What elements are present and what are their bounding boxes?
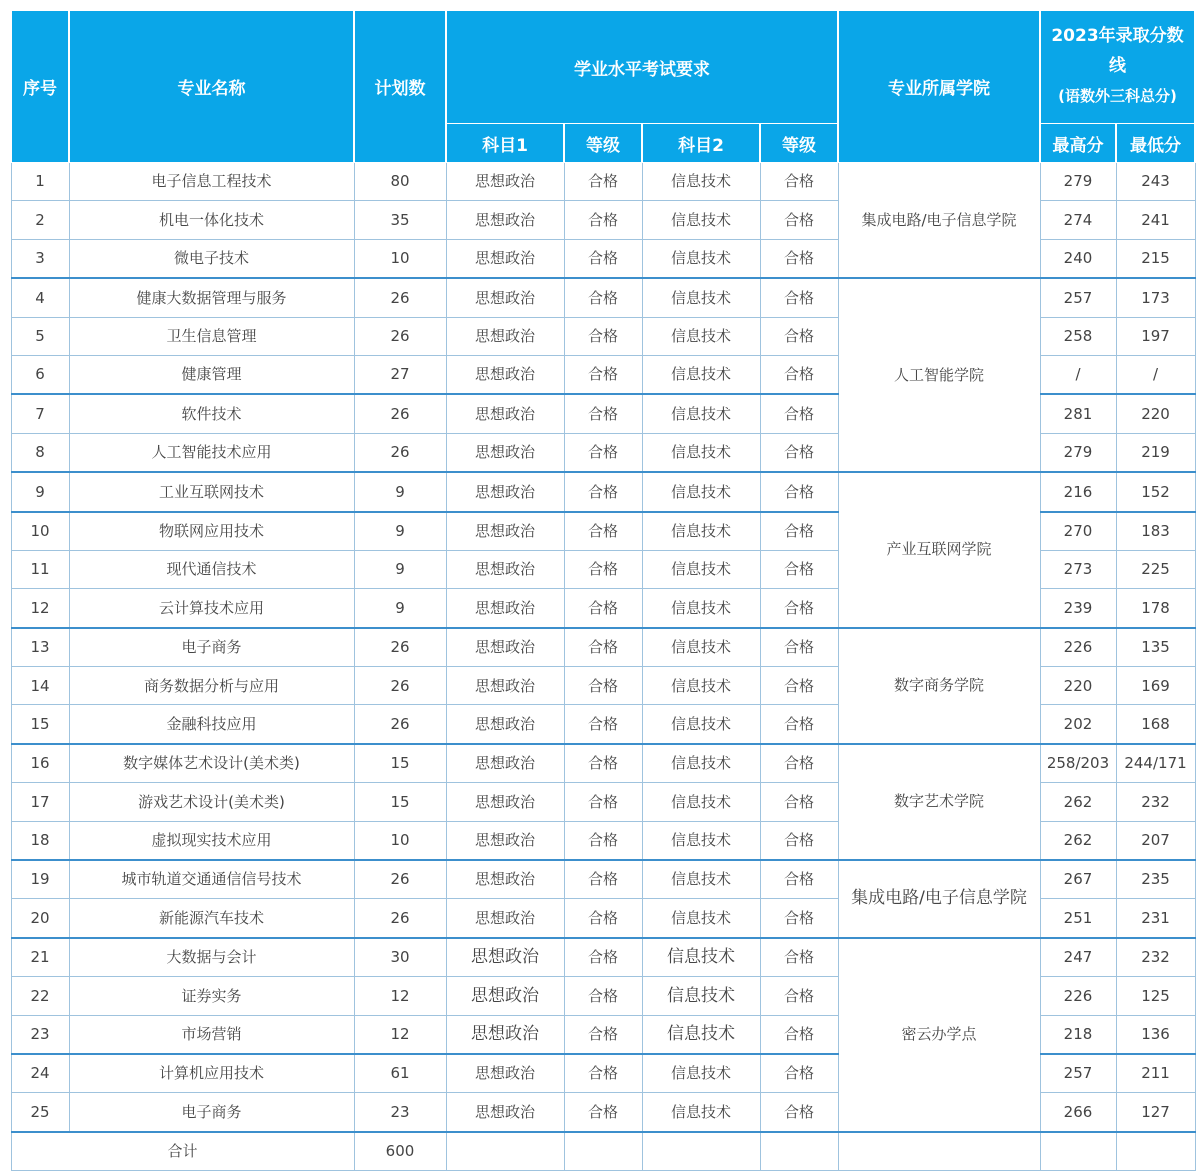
row-subject1: 思想政治	[446, 589, 564, 628]
row-subject2: 信息技术	[642, 472, 760, 511]
row-college: 人工智能学院	[838, 278, 1040, 472]
row-subject2: 信息技术	[642, 355, 760, 394]
row-min-score: 136	[1116, 1015, 1195, 1054]
row-max-score: 258	[1040, 317, 1116, 355]
row-major: 现代通信技术	[69, 550, 354, 588]
row-min-score: 235	[1116, 860, 1195, 899]
row-no: 17	[11, 783, 69, 821]
row-max-score: 202	[1040, 705, 1116, 744]
row-min-score: 243	[1116, 163, 1195, 201]
table-header	[11, 11, 1195, 163]
row-grade2: 合格	[760, 628, 838, 667]
row-max-score: 247	[1040, 938, 1116, 977]
row-grade2: 合格	[760, 163, 838, 201]
row-no: 23	[11, 1015, 69, 1054]
table-row	[11, 472, 1195, 511]
row-min-score: 244/171	[1116, 744, 1195, 783]
row-min-score: 169	[1116, 667, 1195, 705]
row-subject1: 思想政治	[446, 472, 564, 511]
row-subject2: 信息技术	[642, 938, 760, 977]
row-subject1: 思想政治	[446, 667, 564, 705]
row-subject1: 思想政治	[446, 783, 564, 821]
row-major: 金融科技应用	[69, 705, 354, 744]
row-grade1: 合格	[564, 317, 642, 355]
row-max-score: 262	[1040, 821, 1116, 860]
score-title-line1: 2023年录取分数	[1051, 26, 1184, 47]
row-grade1: 合格	[564, 628, 642, 667]
row-subject1: 思想政治	[446, 355, 564, 394]
row-min-score: 241	[1116, 201, 1195, 239]
row-max-score: 257	[1040, 278, 1116, 317]
row-plan: 12	[354, 977, 446, 1015]
row-subject2: 信息技术	[642, 1093, 760, 1132]
row-major: 游戏艺术设计(美术类)	[69, 783, 354, 821]
row-major: 云计算技术应用	[69, 589, 354, 628]
row-grade2: 合格	[760, 1093, 838, 1132]
row-plan: 35	[354, 201, 446, 239]
row-subject1: 思想政治	[446, 201, 564, 239]
row-plan: 12	[354, 1015, 446, 1054]
row-max-score: 279	[1040, 163, 1116, 201]
row-major: 卫生信息管理	[69, 317, 354, 355]
row-grade2: 合格	[760, 550, 838, 588]
row-major: 人工智能技术应用	[69, 433, 354, 472]
header-grade1: 等级	[564, 124, 642, 163]
row-grade2: 合格	[760, 821, 838, 860]
row-major: 电子商务	[69, 1093, 354, 1132]
row-subject1: 思想政治	[446, 550, 564, 588]
row-major: 大数据与会计	[69, 938, 354, 977]
row-grade2: 合格	[760, 783, 838, 821]
row-subject2: 信息技术	[642, 705, 760, 744]
row-grade1: 合格	[564, 667, 642, 705]
row-plan: 26	[354, 899, 446, 938]
row-subject2: 信息技术	[642, 512, 760, 551]
total-plan: 600	[354, 1132, 446, 1171]
table-row	[11, 163, 1195, 201]
row-subject2: 信息技术	[642, 783, 760, 821]
table-row	[11, 628, 1195, 667]
row-max-score: 226	[1040, 628, 1116, 667]
row-subject2: 信息技术	[642, 239, 760, 278]
row-major: 新能源汽车技术	[69, 899, 354, 938]
row-plan: 80	[354, 163, 446, 201]
row-major: 机电一体化技术	[69, 201, 354, 239]
row-min-score: 232	[1116, 783, 1195, 821]
row-grade2: 合格	[760, 433, 838, 472]
row-subject2: 信息技术	[642, 278, 760, 317]
row-plan: 15	[354, 744, 446, 783]
row-max-score: 216	[1040, 472, 1116, 511]
row-grade1: 合格	[564, 977, 642, 1015]
row-grade2: 合格	[760, 938, 838, 977]
row-min-score: 125	[1116, 977, 1195, 1015]
row-grade2: 合格	[760, 394, 838, 433]
header-max-score: 最高分	[1040, 124, 1116, 163]
score-title-line3: (语数外三科总分)	[1058, 86, 1177, 105]
row-grade1: 合格	[564, 239, 642, 278]
row-grade1: 合格	[564, 201, 642, 239]
row-major: 商务数据分析与应用	[69, 667, 354, 705]
row-min-score: 197	[1116, 317, 1195, 355]
row-major: 微电子技术	[69, 239, 354, 278]
row-subject1: 思想政治	[446, 938, 564, 977]
row-subject2: 信息技术	[642, 667, 760, 705]
row-max-score: 281	[1040, 394, 1116, 433]
row-grade1: 合格	[564, 1054, 642, 1093]
total-empty-cell	[760, 1132, 838, 1171]
row-subject2: 信息技术	[642, 1015, 760, 1054]
row-no: 20	[11, 899, 69, 938]
row-no: 18	[11, 821, 69, 860]
row-subject2: 信息技术	[642, 821, 760, 860]
row-major: 虚拟现实技术应用	[69, 821, 354, 860]
total-empty-cell	[1040, 1132, 1116, 1171]
row-plan: 15	[354, 783, 446, 821]
row-plan: 9	[354, 589, 446, 628]
row-subject2: 信息技术	[642, 628, 760, 667]
row-subject1: 思想政治	[446, 705, 564, 744]
row-plan: 61	[354, 1054, 446, 1093]
row-grade1: 合格	[564, 899, 642, 938]
row-major: 证券实务	[69, 977, 354, 1015]
row-no: 21	[11, 938, 69, 977]
row-subject2: 信息技术	[642, 744, 760, 783]
row-grade1: 合格	[564, 433, 642, 472]
row-plan: 10	[354, 239, 446, 278]
row-subject2: 信息技术	[642, 394, 760, 433]
header-min-score: 最低分	[1116, 124, 1195, 163]
row-max-score: 262	[1040, 783, 1116, 821]
row-plan: 27	[354, 355, 446, 394]
row-grade2: 合格	[760, 201, 838, 239]
row-subject1: 思想政治	[446, 1093, 564, 1132]
row-max-score: 258/203	[1040, 744, 1116, 783]
row-plan: 26	[354, 628, 446, 667]
row-min-score: 211	[1116, 1054, 1195, 1093]
row-subject1: 思想政治	[446, 512, 564, 551]
row-major: 城市轨道交通通信信号技术	[69, 860, 354, 899]
row-grade1: 合格	[564, 938, 642, 977]
row-plan: 26	[354, 278, 446, 317]
row-grade1: 合格	[564, 821, 642, 860]
row-grade1: 合格	[564, 550, 642, 588]
row-no: 9	[11, 472, 69, 511]
row-grade2: 合格	[760, 278, 838, 317]
row-plan: 26	[354, 667, 446, 705]
row-grade1: 合格	[564, 1015, 642, 1054]
row-subject1: 思想政治	[446, 394, 564, 433]
row-grade2: 合格	[760, 860, 838, 899]
header-grade2: 等级	[760, 124, 838, 163]
row-subject2: 信息技术	[642, 899, 760, 938]
total-empty-cell	[642, 1132, 760, 1171]
row-min-score: 231	[1116, 899, 1195, 938]
row-min-score: 178	[1116, 589, 1195, 628]
row-no: 3	[11, 239, 69, 278]
row-max-score: 239	[1040, 589, 1116, 628]
row-subject1: 思想政治	[446, 317, 564, 355]
row-grade2: 合格	[760, 1015, 838, 1054]
row-college: 密云办学点	[838, 938, 1040, 1132]
row-subject1: 思想政治	[446, 433, 564, 472]
header-subject1: 科目1	[446, 124, 564, 163]
row-college: 产业互联网学院	[838, 472, 1040, 628]
row-max-score: /	[1040, 355, 1116, 394]
row-plan: 9	[354, 512, 446, 551]
row-min-score: 220	[1116, 394, 1195, 433]
row-college: 数字商务学院	[838, 628, 1040, 744]
row-grade1: 合格	[564, 860, 642, 899]
row-subject2: 信息技术	[642, 201, 760, 239]
row-subject1: 思想政治	[446, 278, 564, 317]
admission-table-wrapper	[10, 10, 1196, 1171]
row-subject2: 信息技术	[642, 589, 760, 628]
row-plan: 26	[354, 317, 446, 355]
header-score-line	[1040, 11, 1195, 124]
row-no: 10	[11, 512, 69, 551]
row-subject1: 思想政治	[446, 899, 564, 938]
row-no: 22	[11, 977, 69, 1015]
row-no: 6	[11, 355, 69, 394]
row-plan: 26	[354, 705, 446, 744]
table-body	[11, 163, 1195, 1171]
row-grade2: 合格	[760, 512, 838, 551]
row-plan: 23	[354, 1093, 446, 1132]
row-no: 5	[11, 317, 69, 355]
table-row	[11, 744, 1195, 783]
row-grade1: 合格	[564, 783, 642, 821]
row-min-score: 127	[1116, 1093, 1195, 1132]
row-college: 集成电路/电子信息学院	[838, 860, 1040, 938]
row-max-score: 220	[1040, 667, 1116, 705]
total-empty-cell	[564, 1132, 642, 1171]
table-row	[11, 278, 1195, 317]
total-row	[11, 1132, 1195, 1171]
row-college: 数字艺术学院	[838, 744, 1040, 860]
row-grade2: 合格	[760, 744, 838, 783]
row-grade1: 合格	[564, 1093, 642, 1132]
row-grade1: 合格	[564, 512, 642, 551]
row-major: 物联网应用技术	[69, 512, 354, 551]
row-min-score: /	[1116, 355, 1195, 394]
row-min-score: 219	[1116, 433, 1195, 472]
row-subject1: 思想政治	[446, 239, 564, 278]
row-no: 16	[11, 744, 69, 783]
table-row	[11, 938, 1195, 977]
row-max-score: 251	[1040, 899, 1116, 938]
row-subject1: 思想政治	[446, 860, 564, 899]
row-plan: 26	[354, 860, 446, 899]
row-subject2: 信息技术	[642, 550, 760, 588]
total-empty-cell	[446, 1132, 564, 1171]
row-min-score: 207	[1116, 821, 1195, 860]
row-no: 14	[11, 667, 69, 705]
row-grade1: 合格	[564, 278, 642, 317]
row-max-score: 226	[1040, 977, 1116, 1015]
row-subject2: 信息技术	[642, 433, 760, 472]
row-max-score: 267	[1040, 860, 1116, 899]
row-no: 8	[11, 433, 69, 472]
total-empty-cell	[838, 1132, 1040, 1171]
row-major: 市场营销	[69, 1015, 354, 1054]
row-no: 7	[11, 394, 69, 433]
row-grade1: 合格	[564, 744, 642, 783]
row-grade1: 合格	[564, 705, 642, 744]
row-min-score: 232	[1116, 938, 1195, 977]
row-no: 25	[11, 1093, 69, 1132]
row-major: 工业互联网技术	[69, 472, 354, 511]
row-min-score: 152	[1116, 472, 1195, 511]
row-max-score: 273	[1040, 550, 1116, 588]
row-no: 19	[11, 860, 69, 899]
row-max-score: 266	[1040, 1093, 1116, 1132]
row-no: 4	[11, 278, 69, 317]
row-max-score: 274	[1040, 201, 1116, 239]
row-no: 11	[11, 550, 69, 588]
table-row	[11, 860, 1195, 899]
row-major: 数字媒体艺术设计(美术类)	[69, 744, 354, 783]
row-grade2: 合格	[760, 589, 838, 628]
row-max-score: 279	[1040, 433, 1116, 472]
row-grade2: 合格	[760, 1054, 838, 1093]
row-grade1: 合格	[564, 355, 642, 394]
row-major: 健康管理	[69, 355, 354, 394]
row-subject1: 思想政治	[446, 821, 564, 860]
row-plan: 9	[354, 550, 446, 588]
row-min-score: 135	[1116, 628, 1195, 667]
row-subject2: 信息技术	[642, 1054, 760, 1093]
row-subject1: 思想政治	[446, 163, 564, 201]
row-grade1: 合格	[564, 394, 642, 433]
row-plan: 9	[354, 472, 446, 511]
header-no: 序号	[11, 11, 69, 163]
row-college: 集成电路/电子信息学院	[838, 163, 1040, 279]
row-subject1: 思想政治	[446, 1054, 564, 1093]
row-min-score: 168	[1116, 705, 1195, 744]
row-major: 软件技术	[69, 394, 354, 433]
row-subject1: 思想政治	[446, 744, 564, 783]
row-plan: 26	[354, 433, 446, 472]
row-plan: 10	[354, 821, 446, 860]
row-grade2: 合格	[760, 355, 838, 394]
row-major: 电子商务	[69, 628, 354, 667]
row-grade1: 合格	[564, 472, 642, 511]
row-no: 2	[11, 201, 69, 239]
total-label: 合计	[11, 1132, 354, 1171]
row-grade2: 合格	[760, 705, 838, 744]
row-max-score: 270	[1040, 512, 1116, 551]
total-empty-cell	[1116, 1132, 1195, 1171]
row-no: 24	[11, 1054, 69, 1093]
row-major: 健康大数据管理与服务	[69, 278, 354, 317]
row-min-score: 173	[1116, 278, 1195, 317]
row-grade2: 合格	[760, 317, 838, 355]
row-max-score: 240	[1040, 239, 1116, 278]
header-plan: 计划数	[354, 11, 446, 163]
header-major: 专业名称	[69, 11, 354, 163]
row-plan: 26	[354, 394, 446, 433]
row-max-score: 218	[1040, 1015, 1116, 1054]
row-major: 电子信息工程技术	[69, 163, 354, 201]
row-subject2: 信息技术	[642, 977, 760, 1015]
row-grade1: 合格	[564, 163, 642, 201]
row-min-score: 215	[1116, 239, 1195, 278]
row-subject1: 思想政治	[446, 1015, 564, 1054]
row-subject2: 信息技术	[642, 317, 760, 355]
row-max-score: 257	[1040, 1054, 1116, 1093]
row-subject2: 信息技术	[642, 860, 760, 899]
row-subject1: 思想政治	[446, 628, 564, 667]
row-grade2: 合格	[760, 899, 838, 938]
header-exam-requirements: 学业水平考试要求	[446, 11, 838, 124]
row-major: 计算机应用技术	[69, 1054, 354, 1093]
header-college: 专业所属学院	[838, 11, 1040, 163]
score-title-line2: 线	[1109, 56, 1126, 77]
row-no: 1	[11, 163, 69, 201]
row-subject2: 信息技术	[642, 163, 760, 201]
row-min-score: 183	[1116, 512, 1195, 551]
row-no: 15	[11, 705, 69, 744]
row-grade1: 合格	[564, 589, 642, 628]
row-grade2: 合格	[760, 472, 838, 511]
row-grade2: 合格	[760, 667, 838, 705]
row-min-score: 225	[1116, 550, 1195, 588]
row-no: 13	[11, 628, 69, 667]
row-plan: 30	[354, 938, 446, 977]
row-subject1: 思想政治	[446, 977, 564, 1015]
header-subject2: 科目2	[642, 124, 760, 163]
row-grade2: 合格	[760, 977, 838, 1015]
admission-plan-table	[10, 10, 1196, 1171]
row-no: 12	[11, 589, 69, 628]
row-grade2: 合格	[760, 239, 838, 278]
